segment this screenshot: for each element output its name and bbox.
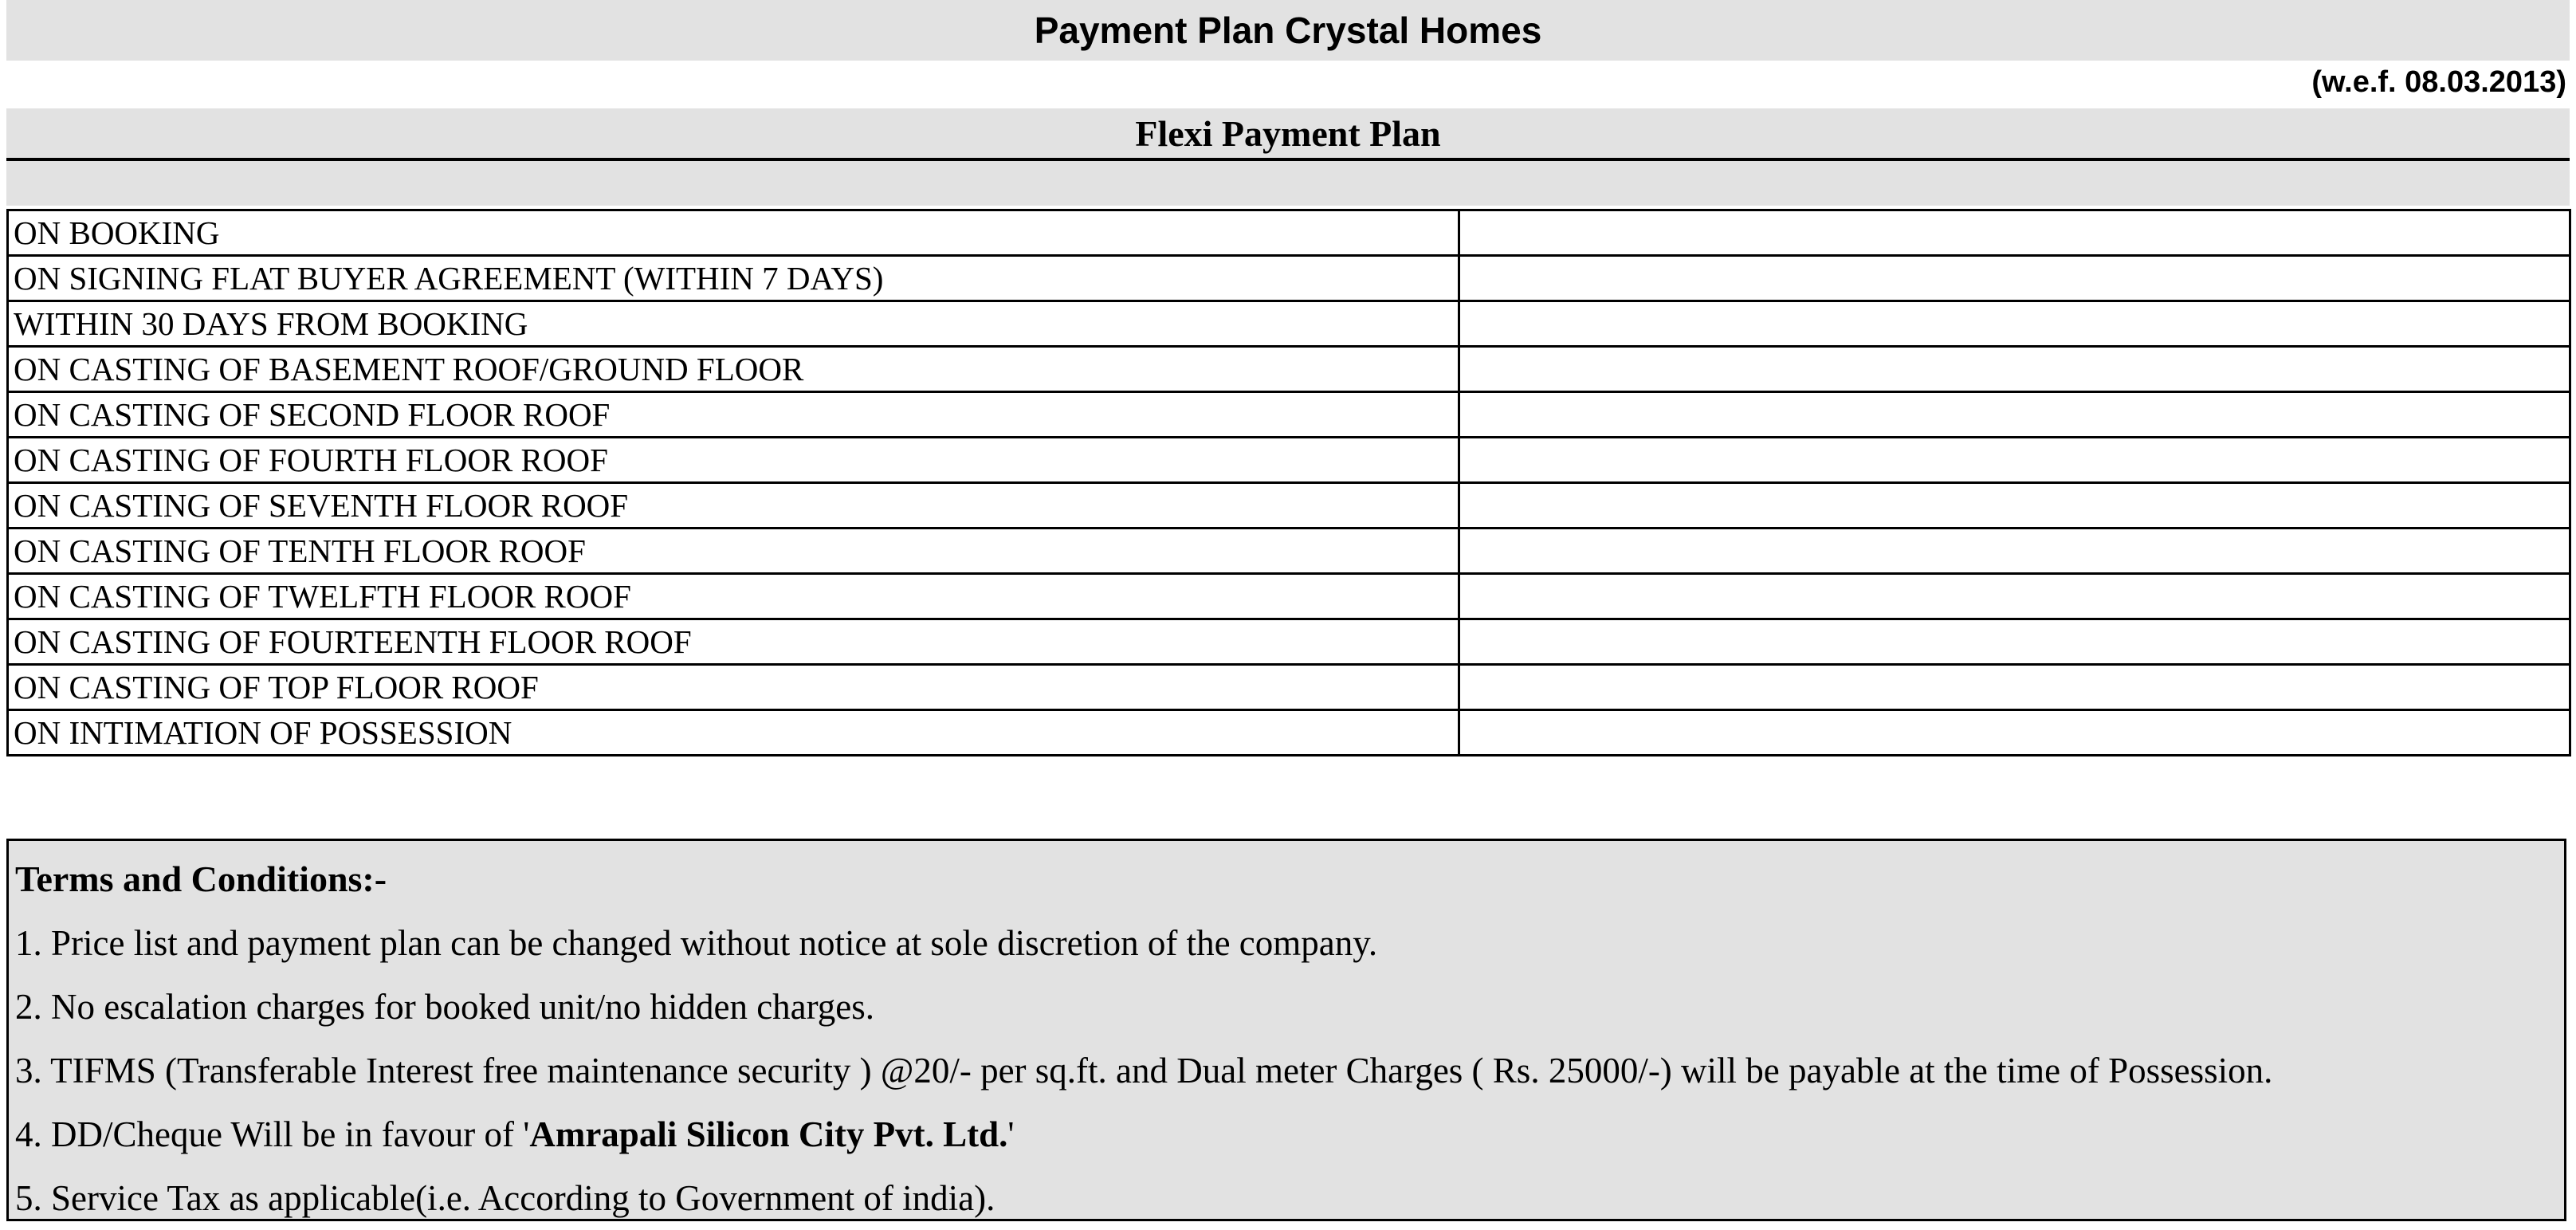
amount-cell	[1459, 483, 2570, 529]
table-row	[8, 256, 2570, 301]
milestone-cell: ON SIGNING FLAT BUYER AGREEMENT (WITHIN 7 DAYS)	[8, 256, 1459, 301]
amount-cell	[1459, 347, 2570, 392]
table-row	[8, 483, 2570, 529]
amount-cell	[1459, 438, 2570, 483]
table-row	[8, 210, 2570, 256]
amount-cell	[1459, 301, 2570, 347]
terms-item-3: 3. TIFMS (Transferable Interest free maintenance security ) @20/- per sq.ft. and Dual meter Charges ( Rs. 25000/-) will be payable at the time of Possession.	[15, 1051, 2273, 1090]
table-row	[8, 710, 2570, 756]
milestone-cell: ON CASTING OF FOURTEENTH FLOOR ROOF	[8, 619, 1459, 665]
table-row	[8, 665, 2570, 710]
table-row	[8, 301, 2570, 347]
milestone-cell: ON CASTING OF TENTH FLOOR ROOF	[8, 529, 1459, 574]
table-row	[8, 619, 2570, 665]
terms-item-2: 2. No escalation charges for booked unit/no hidden charges.	[15, 987, 875, 1027]
page-title: Payment Plan Crystal Homes	[1034, 10, 1542, 51]
plan-name: Flexi Payment Plan	[1135, 112, 1441, 154]
amount-cell	[1459, 710, 2570, 756]
terms-item-5: 5. Service Tax as applicable(i.e. According to Government of india).	[15, 1178, 995, 1218]
table-row	[8, 529, 2570, 574]
plan-name-bar	[6, 108, 2570, 161]
terms-item-4-suffix: '	[1007, 1114, 1015, 1154]
milestone-cell: ON BOOKING	[8, 210, 1459, 256]
amount-cell	[1459, 574, 2570, 619]
milestone-cell: ON CASTING OF SECOND FLOOR ROOF	[8, 392, 1459, 438]
terms-heading: Terms and Conditions:-	[15, 859, 387, 899]
amount-cell	[1459, 665, 2570, 710]
table-row	[8, 392, 2570, 438]
payee-name: Amrapali Silicon City Pvt. Ltd.	[529, 1114, 1008, 1154]
amount-cell	[1459, 256, 2570, 301]
milestone-cell: ON CASTING OF SEVENTH FLOOR ROOF	[8, 483, 1459, 529]
milestone-cell: ON CASTING OF TOP FLOOR ROOF	[8, 665, 1459, 710]
milestone-cell: ON CASTING OF FOURTH FLOOR ROOF	[8, 438, 1459, 483]
amount-cell	[1459, 619, 2570, 665]
effective-date: (w.e.f. 08.03.2013)	[2311, 65, 2566, 99]
milestone-cell: WITHIN 30 DAYS FROM BOOKING	[8, 301, 1459, 347]
amount-cell	[1459, 210, 2570, 256]
amount-cell	[1459, 392, 2570, 438]
payment-schedule-table	[6, 209, 2571, 756]
table-row	[8, 347, 2570, 392]
title-bar	[6, 0, 2570, 61]
table-row	[8, 574, 2570, 619]
milestone-cell: ON CASTING OF BASEMENT ROOF/GROUND FLOOR	[8, 347, 1459, 392]
terms-item-1: 1. Price list and payment plan can be changed without notice at sole discretion of the company.	[15, 923, 1378, 963]
amount-cell	[1459, 529, 2570, 574]
terms-item-4	[15, 1102, 2564, 1166]
terms-and-conditions-box	[6, 839, 2566, 1221]
milestone-cell: ON CASTING OF TWELFTH FLOOR ROOF	[8, 574, 1459, 619]
table-row	[8, 438, 2570, 483]
payment-schedule-body	[8, 210, 2570, 756]
table-header-spacer	[6, 161, 2570, 206]
terms-item-4-prefix: 4. DD/Cheque Will be in favour of '	[15, 1114, 530, 1154]
milestone-cell: ON INTIMATION OF POSSESSION	[8, 710, 1459, 756]
